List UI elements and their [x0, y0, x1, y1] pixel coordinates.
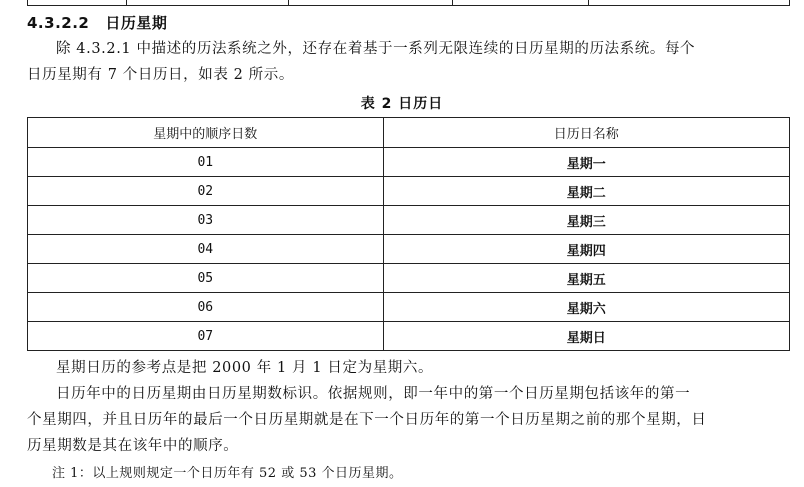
ordinal-cell: 02 — [28, 177, 384, 206]
table-header-row — [28, 118, 790, 148]
day-name-cell: 星期三 — [383, 206, 789, 235]
note-1: 注 1：以上规则规定一个日历年有 52 或 53 个日历星期。 — [52, 466, 403, 481]
rule-paragraph-line-1: 日历年中的日历星期由日历星期数标识。依据规则，即一年中的第一个日历星期包括该年的第一 — [56, 386, 691, 402]
ordinal-cell: 03 — [28, 206, 384, 235]
previous-table-divider — [288, 0, 289, 6]
table-row — [28, 177, 790, 206]
section-heading — [27, 12, 167, 33]
section-number: 4.3.2.2 — [27, 14, 90, 32]
ordinal-cell: 06 — [28, 293, 384, 322]
rule-paragraph-line-3: 历星期数是其在该年中的顺序。 — [27, 438, 239, 454]
ordinal-cell: 01 — [28, 148, 384, 177]
reference-paragraph: 星期日历的参考点是把 2000 年 1 月 1 日定为星期六。 — [56, 360, 434, 376]
intro-line-1: 除 4.3.2.1 中描述的历法系统之外，还存在着基于一系列无限连续的日历星期的历法系统。每个 — [56, 41, 696, 57]
ordinal-cell: 05 — [28, 264, 384, 293]
previous-table-bottom-edge — [27, 0, 790, 6]
ordinal-cell: 07 — [28, 322, 384, 351]
table-row — [28, 264, 790, 293]
table-row — [28, 206, 790, 235]
day-name-cell: 星期六 — [383, 293, 789, 322]
table-header-ordinal: 星期中的顺序日数 — [28, 118, 384, 148]
day-name-cell: 星期一 — [383, 148, 789, 177]
day-name-cell: 星期日 — [383, 322, 789, 351]
section-title: 日历星期 — [105, 14, 168, 32]
table-row — [28, 322, 790, 351]
day-name-cell: 星期四 — [383, 235, 789, 264]
rule-paragraph-line-2: 个星期四，并且日历年的最后一个日历星期就是在下一个日历年的第一个日历星期之前的那个星期，日 — [27, 412, 707, 428]
table-row — [28, 293, 790, 322]
table-row — [28, 235, 790, 264]
intro-line-2: 日历星期有 7 个日历日，如表 2 所示。 — [27, 67, 294, 83]
table-caption: 表 2 日历日 — [360, 96, 444, 112]
day-name-cell: 星期五 — [383, 264, 789, 293]
calendar-day-table — [27, 117, 790, 351]
table-header-name: 日历日名称 — [383, 118, 789, 148]
day-name-cell: 星期二 — [383, 177, 789, 206]
ordinal-cell: 04 — [28, 235, 384, 264]
previous-table-divider — [452, 0, 453, 6]
table-row — [28, 148, 790, 177]
previous-table-divider — [126, 0, 127, 6]
previous-table-divider — [588, 0, 589, 6]
